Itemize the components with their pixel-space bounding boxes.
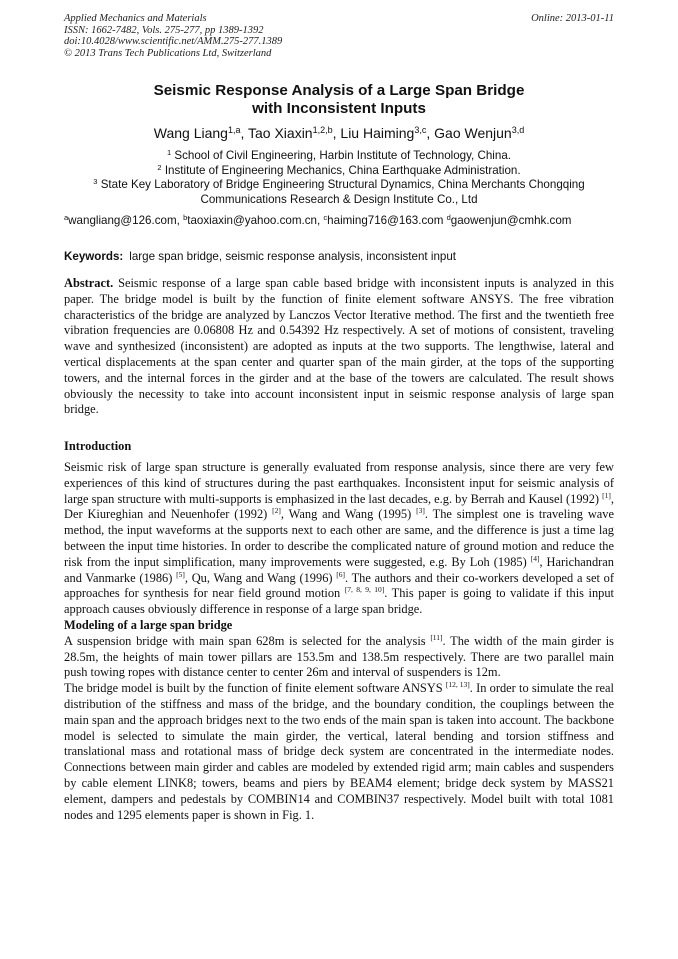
copyright-line: © 2013 Trans Tech Publications Ltd, Switzerland bbox=[64, 47, 272, 59]
citation[interactable]: [12, 13] bbox=[445, 680, 470, 690]
author-name: Gao Wenjun bbox=[434, 125, 512, 141]
affiliation bbox=[64, 164, 614, 179]
citation[interactable]: [5] bbox=[176, 569, 185, 579]
abstract bbox=[64, 276, 614, 418]
text-run: , Qu, Wang and Wang (1996) bbox=[184, 570, 337, 585]
text-run: . The simplest one is traveling wave method, the input waveforms at the supports next to each other are same, and the difference is just a time lag between the input time histories. In order to describe the complicated nature of ground motion and reduce the risk from the input simplification, many improvements were suggested, e.g. By Loh (1985) bbox=[64, 507, 614, 569]
affiliation bbox=[64, 178, 614, 193]
keywords-text: large span bridge, seismic response analysis, inconsistent input bbox=[129, 250, 457, 263]
abstract-text: Seismic response of a large span cable based bridge with inconsistent inputs is analyzed in this paper. The bridge model is built by the function of finite element software ANSYS. The free vibration characteristics of the bridge are analyzed by Lanczos Vector Iterative method. The first and the twentieth free vibration frequencies are 0.06808 Hz and 0.54392 Hz respectively. A set of motions of consistent, traveling wave and synthesized (inconsistent) are adopted as inputs at the two supports. The lengthwise, lateral and vertical displacements at the span center and quarter span of the main girder, at the tops of the supporting towers, and the internal forces in the girder and at the base of the towers are calculated. The result shows obviously the necessity to take into account inconsistent input in seismic response analysis of large span bridge. bbox=[64, 276, 614, 417]
citation[interactable]: [4] bbox=[530, 553, 540, 563]
text-run: . This paper is going to validate if this input approach causes obviously difference in response of a large span bridge. bbox=[64, 586, 614, 617]
author-sup: 3,c bbox=[414, 125, 427, 135]
email-link[interactable]: haiming716@163.com bbox=[327, 214, 444, 227]
author-sup: 3,d bbox=[511, 125, 525, 135]
email-sup: a bbox=[64, 213, 69, 222]
citation[interactable]: [1] bbox=[602, 490, 611, 500]
text-run: . The width of the main girder is 28.5m, the heights of main tower pillars are 153.5m and 138.5m respectively. There are two parallel main push towing ropes with distance center to center 26m and interval of suspenders is 12m. bbox=[64, 633, 614, 680]
issn-line: ISSN: 1662-7482, Vols. 275-277, pp 1389-1392 bbox=[64, 24, 264, 36]
author-name: Wang Liang bbox=[153, 125, 228, 141]
text-run: , Der Kiureghian and Neuenhofer (1992) bbox=[64, 491, 614, 522]
doi-line: doi:10.4028/www.scientific.net/AMM.275-277.1389 bbox=[64, 36, 283, 48]
author-sup: 1,2,b bbox=[312, 125, 333, 135]
title-line-1: Seismic Response Analysis of a Large Span Bridge bbox=[153, 82, 525, 99]
journal-header bbox=[64, 13, 282, 59]
email-sup: c bbox=[323, 213, 328, 222]
email-sup: d bbox=[446, 213, 451, 222]
email-link[interactable]: taoxiaxin@yahoo.com.cn, bbox=[187, 214, 321, 227]
introduction-heading: Introduction bbox=[64, 439, 132, 453]
text-run: . The authors and their co-workers developed a set of approaches for synthesis for near field ground motion bbox=[64, 570, 614, 601]
affiliation-list bbox=[64, 149, 614, 207]
affiliation-text: Communications Research & Design Institute Co., Ltd bbox=[200, 192, 478, 206]
citation[interactable]: [6] bbox=[336, 569, 345, 579]
author-sup: 1,a bbox=[227, 125, 241, 135]
text-run: , Wang and Wang (1995) bbox=[280, 507, 417, 522]
text-run: A suspension bridge with main span 628m is selected for the analysis bbox=[64, 633, 431, 648]
title-line-2: with Inconsistent Inputs bbox=[252, 100, 426, 117]
modeling-paragraph bbox=[64, 681, 614, 823]
text-run: , Harichandran and Vanmarke (1986) bbox=[64, 554, 614, 585]
modeling-paragraph bbox=[64, 634, 614, 681]
citation[interactable]: [2] bbox=[272, 506, 281, 516]
email-link[interactable]: gaowenjun@cmhk.com bbox=[450, 214, 572, 227]
author-name: Liu Haiming bbox=[340, 125, 415, 141]
author-list: Wang Liang$^{1,a}$, Tao Xiaxin$^{1,2,b}$, Liu Haiming$^{3,c}$, Gao Wenjun$^{3,d}$ bbox=[153, 125, 525, 141]
paper-title bbox=[64, 82, 614, 118]
citation[interactable]: [3] bbox=[416, 506, 425, 516]
author-name: Tao Xiaxin bbox=[248, 125, 313, 141]
affiliation-text: School of Civil Engineering, Harbin Institute of Technology, China. bbox=[174, 149, 512, 162]
modeling-heading: Modeling of a large span bridge bbox=[64, 617, 233, 632]
affiliation bbox=[64, 193, 614, 208]
keywords bbox=[64, 250, 614, 264]
text-run: The bridge model is built by the function of finite element software ANSYS bbox=[64, 681, 446, 696]
text-run: Seismic risk of large span structure is generally evaluated from response analysis, since there are very few experiences of this kind of structures during the past earthquakes. Inconsistent input for seismic analysis of large span structure with multi-supports is emphasized in the last decades, e.g. by Berrah and Kausel (1992) bbox=[64, 460, 614, 506]
citation[interactable]: [7, 8, 9, 10] bbox=[344, 585, 385, 595]
affiliation bbox=[64, 149, 614, 164]
affiliation-sup: 3 bbox=[93, 177, 98, 187]
citation[interactable]: [11] bbox=[430, 632, 443, 642]
email-sup: b bbox=[183, 213, 188, 222]
email-list bbox=[64, 214, 614, 228]
journal-name: Applied Mechanics and Materials bbox=[64, 13, 207, 24]
text-run: . In order to simulate the real distribution of the stiffness and mass of the bridge, and the boundary condition, the couplings between the main span and the approach bridges next to the two ends of the main span is taken into account. The backbone model is selected to simulate the main girder, the vertical, lateral bending and torsion stiffness and translational mass and rotational mass of bridge deck system are concentrated in the intermediate nodes. Connections between main girder and cables are modeled by extended rigid arm; main cables and suspenders by cable element LINK8; towers, beams and piers by BEAM4 element; bridge deck system by MASS21 element, dampers and pedestals by COMBIN14 and COMBIN37 respectively. Model built with total 1081 nodes and 1295 elements paper is shown in Fig. 1. bbox=[64, 681, 614, 822]
online-date: Online: 2013-01-11 bbox=[531, 13, 614, 24]
abstract-label: Abstract. bbox=[64, 276, 114, 290]
affiliation-sup: 1 bbox=[166, 148, 172, 157]
affiliation-text: Institute of Engineering Mechanics, China Earthquake Administration. bbox=[164, 163, 521, 177]
affiliation-sup: 2 bbox=[157, 162, 162, 172]
intro-paragraph bbox=[64, 460, 614, 618]
email-link[interactable]: wangliang@126.com, bbox=[68, 214, 180, 227]
keywords-label: Keywords: bbox=[64, 250, 124, 263]
body-text bbox=[64, 460, 614, 823]
affiliation-text: State Key Laboratory of Bridge Engineering Structural Dynamics, China Merchants Chongqing bbox=[100, 178, 585, 192]
